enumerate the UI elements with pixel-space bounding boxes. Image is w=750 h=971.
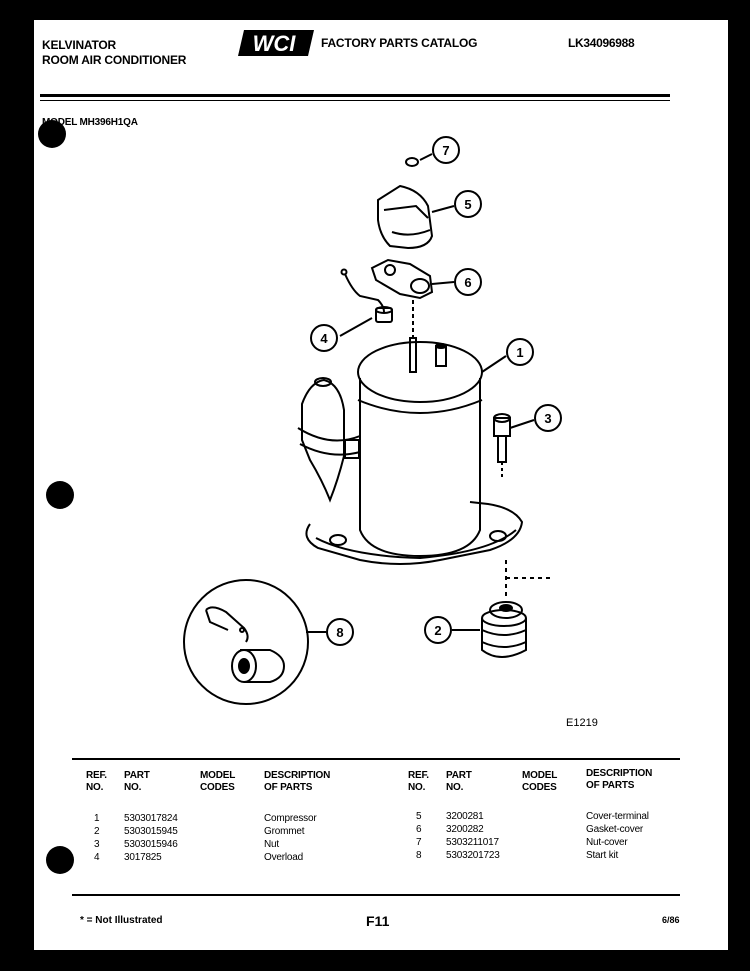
callout-4: 4: [320, 331, 328, 346]
catalog-title: FACTORY PARTS CATALOG: [321, 36, 478, 50]
gasket-cover-part: [372, 260, 432, 298]
header-part-right: PART NO.: [446, 770, 472, 793]
figure-id: E1219: [566, 717, 598, 729]
logo-text: WCI: [252, 31, 296, 56]
parts-table: REF. NO. PART NO. MODEL CODES DESCRIPTION OF PARTS REF. NO. PART NO. MODEL CODES DESCRIPTION OF PARTS 1 5303017824 Compressor 2 5303015945 Grommet 3 5303015946 Nut 4 3017825 Overload 5 3200281 Cover-terminal 6 3200282 Gasket-cover 7 5303211017 Nut-cover 8 5303201723 Start kit: [72, 758, 680, 896]
callout-6: 6: [464, 275, 472, 290]
header-desc-right: DESCRIPTION OF PARTS: [586, 768, 653, 791]
header-model-left: MODEL CODES: [200, 770, 236, 793]
compressor-part: [306, 300, 522, 564]
exploded-parts-diagram: [34, 20, 728, 760]
callout-5: 5: [464, 197, 472, 212]
callout-7: 7: [442, 143, 450, 158]
not-illustrated-note: * = Not Illustrated: [80, 915, 163, 926]
capacitor-part: [298, 378, 360, 500]
nut-cover-part: [406, 158, 418, 166]
brand-name: KELVINATOR: [42, 38, 117, 52]
binder-hole-bottom: [46, 846, 74, 874]
page-number: F11: [366, 913, 390, 929]
terminal-cover-part: [378, 186, 432, 248]
header-part-left: PART NO.: [124, 770, 150, 793]
document-id: LK34096988: [568, 36, 635, 50]
header-model-right: MODEL CODES: [522, 770, 558, 793]
callout-1: 1: [516, 345, 524, 360]
catalog-date: 6/86: [662, 915, 680, 925]
header-desc-left: DESCRIPTION OF PARTS: [264, 770, 331, 793]
callout-2: 2: [434, 623, 442, 638]
header-ref-left: REF. NO.: [86, 770, 107, 793]
callout-8: 8: [336, 625, 344, 640]
callout-3: 3: [544, 411, 552, 426]
overload-wire: [345, 274, 384, 312]
header-ref-right: REF. NO.: [408, 770, 429, 793]
product-line: ROOM AIR CONDITIONER: [42, 53, 187, 67]
nut-part: [494, 414, 510, 478]
grommet-part: [482, 602, 526, 657]
start-kit-part: [184, 580, 308, 704]
model-number: MODEL MH396H1QA: [42, 117, 138, 128]
